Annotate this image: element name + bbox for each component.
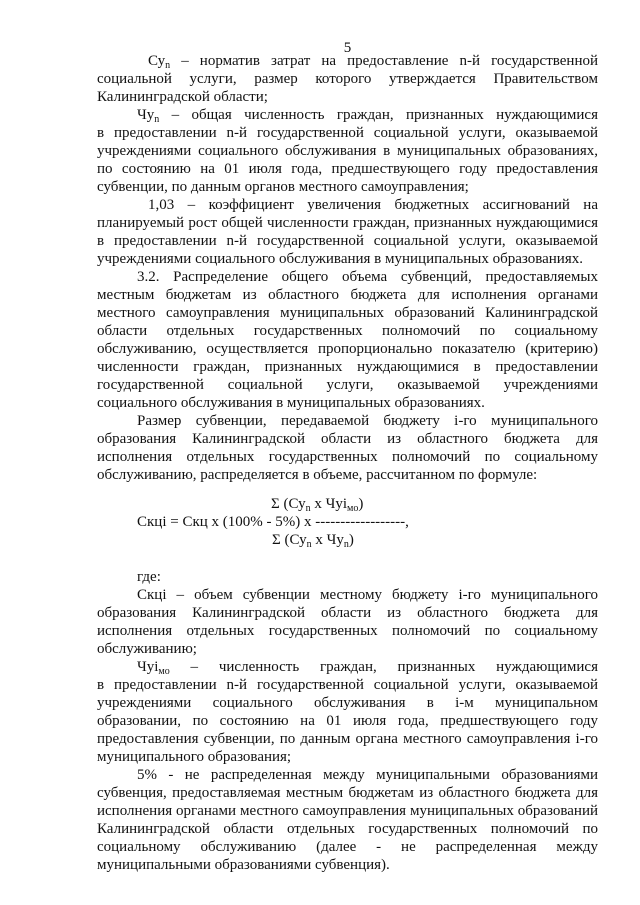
formula-fragment: Σ (Су <box>271 496 306 512</box>
text-line: муниципальными образованиями субвенция). <box>97 857 390 873</box>
text-line <box>97 106 598 124</box>
text-line: в предоставлении n-й государственной социальной услуги, оказываемой <box>97 125 598 141</box>
text-fragment: – численность граждан, признанных нуждающимися <box>169 659 598 675</box>
text-line <box>97 52 598 70</box>
text-line: 3.2. Распределение общего объема субвенций, предоставляемых <box>137 269 598 285</box>
text-line: образовании, по состоянию на 01 июля года, предшествующего году <box>97 713 598 729</box>
term: Чу <box>137 107 155 123</box>
text-line: государственной социальной услуги, оказываемой учреждениями <box>97 377 598 393</box>
text-line: предоставления субвенции, по данным органа местного самоуправления i-го <box>97 731 598 747</box>
text-line: планируемый рост общей численности граждан, признанных нуждающимися <box>97 215 598 231</box>
formula-subscript: мо <box>347 503 359 514</box>
paragraph-subvention-size <box>97 412 598 484</box>
term-subscript: n <box>165 60 171 71</box>
formula-fragment: Σ (Су <box>272 532 307 548</box>
text-line: Калининградской области; <box>97 89 268 105</box>
text-line: субвенция, предоставляемая местным бюджетам из областного бюджета для <box>97 785 598 801</box>
formula-fragment: ) <box>358 496 364 512</box>
text-line: местным бюджетам из областного бюджета для исполнения органами <box>97 287 598 303</box>
where-label: где: <box>137 569 161 585</box>
document-body <box>97 52 598 874</box>
text-line: муниципального образования; <box>97 749 292 765</box>
formula-fragment: х Чуi <box>310 496 348 512</box>
term-subscript: мо <box>158 666 170 677</box>
text-line: Размер субвенции, передаваемой бюджету i-го муниципального <box>137 413 598 429</box>
text-line: учреждениями социального обслуживания в муниципальных образованиях, <box>97 143 598 159</box>
text-line: Скцi – объем субвенции местному бюджету i-го муниципального <box>137 587 598 603</box>
text-line: местного самоуправления муниципальных образований Калининградской <box>97 305 598 321</box>
text-line: Калининградской области отдельных государственных полномочий по <box>97 821 598 837</box>
text-line: учреждениями социального обслуживания в муниципальных образованиях. <box>97 251 583 267</box>
paragraph-definition-chu-n <box>97 106 598 196</box>
text-line: исполнения органами местного самоуправления муниципальных образований <box>97 803 598 819</box>
text-line: численности граждан, признанных нуждающимися в предоставлении <box>97 359 598 375</box>
formula-denominator <box>272 531 354 549</box>
formula <box>97 495 598 549</box>
text-line: 5% - не распределенная между муниципальными образованиями <box>137 767 598 783</box>
paragraph-definition-chui-mo <box>97 658 598 766</box>
text-line: 1,03 – коэффициент увеличения бюджетных ассигнований на <box>148 197 598 213</box>
formula-main-line: Скцi = Скц х (100% - 5%) х ------------------, <box>137 514 409 530</box>
text-line: в предоставлении n-й государственной социальной услуги, оказываемой <box>97 677 598 693</box>
formula-subscript: n <box>306 539 312 550</box>
paragraph-section-3-2 <box>97 268 598 412</box>
formula-subscript: n <box>305 503 311 514</box>
formula-fragment: х Чу <box>311 532 344 548</box>
text-line: учреждениями социального обслуживания в i-м муниципальном <box>97 695 598 711</box>
text-line: в предоставлении n-й государственной социальной услуги, оказываемой <box>97 233 598 249</box>
text-line <box>97 658 598 676</box>
term: Су <box>148 53 166 69</box>
text-fragment: – общая численность граждан, признанных нуждающимися <box>159 107 598 123</box>
term-subscript: n <box>154 114 160 125</box>
page-number: 5 <box>343 40 352 56</box>
text-line: образования Калининградской области из областного бюджета для <box>97 431 598 447</box>
formula-numerator <box>271 495 363 513</box>
paragraph-definition-skci <box>97 586 598 658</box>
paragraph-undistributed-subvention <box>97 766 598 874</box>
text-line: обслуживанию, распределяется в объеме, рассчитанном по формуле: <box>97 467 538 483</box>
text-fragment: – норматив затрат на предоставление n-й государственной <box>170 53 598 69</box>
formula-subscript: n <box>343 539 349 550</box>
text-line: социальному обслуживанию (далее - не распределенная между <box>97 839 598 855</box>
term: Чуi <box>137 659 159 675</box>
text-line: исполнения отдельных государственных полномочий по социальному <box>97 623 598 639</box>
text-line: области отдельных государственных полномочий по социальному <box>97 323 598 339</box>
formula-fragment: ) <box>348 532 354 548</box>
paragraph-coefficient <box>97 196 598 268</box>
text-line: по состоянию на 01 июля года, предшествующего году предоставления <box>97 161 598 177</box>
text-line: образования Калининградской области из областного бюджета для <box>97 605 598 621</box>
text-line: обслуживанию; <box>97 641 197 657</box>
text-line: социальной услуги, размер которого утверждается Правительством <box>97 71 598 87</box>
text-line: обслуживанию, осуществляется пропорционально показателю (критерию) <box>97 341 598 357</box>
text-line: исполнения отдельных государственных полномочий по социальному <box>97 449 598 465</box>
text-line: социального обслуживания в муниципальных образованиях. <box>97 395 485 411</box>
text-line: субвенции, по данным органов местного самоуправления; <box>97 179 469 195</box>
paragraph-definition-cy-n <box>97 52 598 106</box>
